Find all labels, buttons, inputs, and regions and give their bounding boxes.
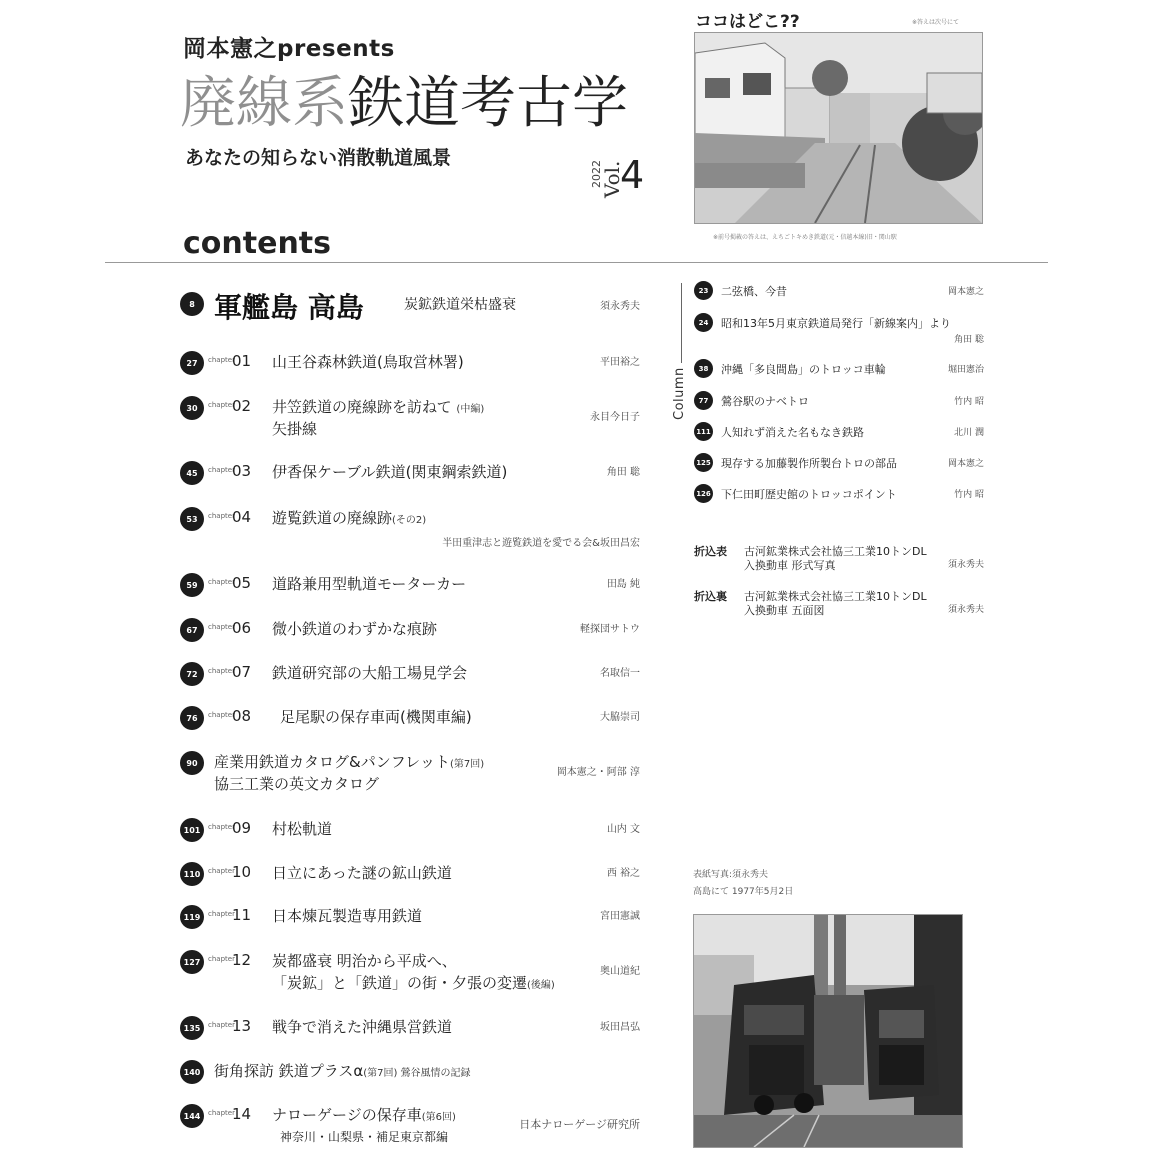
chapter-label: chapter — [208, 466, 235, 474]
chapter-entry-02[interactable] — [180, 396, 640, 440]
chapter-author: 日本ナローゲージ研究所 — [519, 1118, 640, 1131]
column-item[interactable] — [694, 313, 984, 347]
column-author: 竹内 昭 — [954, 490, 984, 500]
vol-number: 4 — [620, 153, 645, 197]
chapter-label: chapter — [208, 623, 235, 631]
featured-entry[interactable] — [180, 291, 640, 324]
chapter-entry-05[interactable] — [180, 573, 640, 597]
chapter-author: 奥山道紀 — [600, 966, 640, 977]
chapter-title: 炭都盛衰 明治から平成へ、 — [272, 952, 457, 970]
page-badge: 38 — [694, 359, 713, 378]
chapter-title-line2 — [272, 972, 555, 993]
chapter-author: 名取信一 — [600, 668, 640, 679]
page-badge: 76 — [180, 706, 204, 730]
insert-author: 須永秀夫 — [947, 560, 984, 570]
page-badge: 53 — [180, 507, 204, 531]
quiz-caption: ※前号掲載の答えは、えちごトキめき鉄道(元・信越本線)旧・関山駅 — [713, 234, 897, 241]
chapter-number: 04 — [232, 508, 252, 526]
chapter-title-line2: 矢掛線 — [272, 420, 318, 438]
chapter-entry-03[interactable] — [180, 461, 640, 485]
magazine-title — [180, 72, 628, 136]
vol-label: Vol. — [600, 160, 624, 198]
chapter-tag: (後編) — [527, 980, 555, 991]
column-author: 北川 潤 — [954, 428, 984, 438]
chapter-label: chapter — [208, 667, 235, 675]
chapter-label: chapter — [208, 578, 235, 586]
chapter-number: 08 — [232, 707, 252, 725]
chapter-title-text: 井笠鉄道の廃線跡を訪ねて — [272, 398, 452, 416]
chapter-title: 日立にあった謎の鉱山鉄道 — [272, 864, 452, 882]
chapter-entry-08[interactable] — [180, 706, 640, 730]
chapter-label: chapter — [208, 512, 235, 520]
cover-date: 高島にて 1977年5月2日 — [693, 887, 794, 897]
chapter-title: 伊香保ケーブル鉄道(関東鋼索鉄道) — [272, 463, 508, 481]
page-badge: 90 — [180, 751, 204, 775]
column-item[interactable] — [694, 422, 984, 442]
chapter-label: chapter — [208, 1021, 235, 1029]
insert-line1: 古河鉱業株式会社協三工業10トンDL — [744, 545, 927, 558]
chapter-entry-04[interactable] — [180, 507, 640, 549]
chapter-number: 11 — [232, 906, 252, 924]
column-item[interactable] — [694, 391, 984, 411]
chapter-title-text: 遊覧鉄道の廃線跡 — [272, 509, 393, 527]
chapter-title: 山王谷森林鉄道(鳥取営林署) — [272, 353, 464, 371]
street-visit-entry[interactable] — [180, 1060, 640, 1084]
chapter-label: chapter — [208, 910, 235, 918]
chapter-entry-09[interactable] — [180, 818, 640, 842]
column-label: Column — [672, 367, 687, 420]
chapter-author: 角田 聡 — [606, 467, 640, 478]
chapter-label: chapter — [208, 823, 235, 831]
chapter-title-text: 産業用鉄道カタログ&パンフレット — [214, 753, 450, 771]
page-badge: 59 — [180, 573, 204, 597]
quiz-title: ココはどこ?? — [695, 12, 800, 32]
page-badge: 119 — [180, 905, 204, 929]
featured-title: 軍艦島 高島 — [214, 291, 364, 324]
page-badge: 72 — [180, 662, 204, 686]
page-badge: 127 — [180, 950, 204, 974]
featured-subtitle: 炭鉱鉄道栄枯盛衰 — [404, 297, 516, 313]
chapter-tag: (その2) — [392, 515, 427, 526]
chapter-author: 半田重津志と遊覧鉄道を愛でる会&坂田昌宏 — [442, 538, 640, 549]
insert-line1: 古河鉱業株式会社協三工業10トンDL — [744, 590, 927, 603]
chapter-number: 03 — [232, 462, 252, 480]
column-author: 岡本憲之 — [947, 287, 984, 297]
chapter-author: 平田裕之 — [600, 357, 640, 368]
chapter-label: chapter — [208, 867, 235, 875]
chapter-entry-12[interactable] — [180, 950, 640, 994]
chapter-title — [214, 751, 484, 772]
chapter-label: chapter — [208, 1109, 235, 1117]
page-badge: 140 — [180, 1060, 204, 1084]
title-light-part: 廃線系 — [180, 71, 348, 136]
chapter-title — [272, 1104, 456, 1125]
page-badge: 126 — [694, 484, 713, 503]
chapter-number: 14 — [232, 1105, 252, 1123]
page-badge: 125 — [694, 453, 713, 472]
column-title: 沖縄「多良間島」のトロッコ車輪 — [721, 363, 886, 376]
column-item[interactable] — [694, 484, 984, 504]
chapter-title: 戦争で消えた沖縄県営鉄道 — [272, 1018, 453, 1036]
page-badge: 111 — [694, 422, 713, 441]
chapter-title: 村松軌道 — [272, 820, 333, 838]
column-title: 昭和13年5月東京鉄道局発行「新線案内」より — [721, 317, 951, 330]
chapter-label: chapter — [208, 955, 235, 963]
cover-photo — [693, 914, 963, 1148]
page-badge: 101 — [180, 818, 204, 842]
issue-year: 2022 — [590, 160, 603, 188]
chapter-title — [272, 507, 426, 528]
column-item[interactable] — [694, 453, 984, 473]
page-badge: 23 — [694, 281, 713, 300]
chapter-number: 09 — [232, 819, 252, 837]
column-item[interactable] — [694, 281, 984, 301]
chapter-title-text: ナローゲージの保存車 — [272, 1106, 422, 1124]
page-badge: 30 — [180, 396, 204, 420]
chapter-entry-11[interactable] — [180, 905, 640, 929]
chapter-tag: (第7回) 鶯谷風情の記録 — [363, 1068, 471, 1079]
chapter-title-line2: 神奈川・山梨県・補足東京都編 — [280, 1130, 449, 1144]
column-title: 鶯谷駅のナベトロ — [721, 395, 809, 408]
chapter-tag: (第6回) — [421, 1112, 456, 1123]
insert-label: 折込裏 — [694, 590, 727, 603]
insert-author: 須永秀夫 — [947, 605, 984, 615]
chapter-title: 日本煉瓦製造専用鉄道 — [272, 907, 423, 925]
chapter-entry-01[interactable] — [180, 351, 640, 375]
chapter-author: 永目今日子 — [590, 412, 640, 423]
column-author: 岡本憲之 — [947, 459, 984, 469]
chapter-entry-14[interactable] — [180, 1104, 640, 1148]
chapter-title-text: 街角探訪 鉄道プラスα — [214, 1062, 364, 1080]
chapter-author: 宮田憲誠 — [600, 911, 640, 922]
chapter-title: 道路兼用型軌道モーターカー — [272, 575, 467, 593]
chapter-author: 田島 純 — [606, 579, 640, 590]
page-badge: 135 — [180, 1016, 204, 1040]
featured-author: 須永秀夫 — [600, 301, 640, 312]
chapter-number: 06 — [232, 619, 252, 637]
page-badge: 45 — [180, 461, 204, 485]
chapter-tag: (第7回) — [449, 759, 485, 770]
chapter-tag: (中編) — [456, 404, 485, 415]
page-badge: 144 — [180, 1104, 204, 1128]
contents-heading: contents — [183, 226, 331, 261]
chapter-number: 07 — [232, 663, 252, 681]
chapter-entry-13[interactable] — [180, 1016, 640, 1040]
chapter-label: chapter — [208, 711, 235, 719]
column-author: 堀田憲治 — [947, 365, 984, 375]
chapter-number: 02 — [232, 397, 252, 415]
header-divider — [105, 262, 1048, 263]
chapter-title: 微小鉄道のわずかな痕跡 — [272, 620, 438, 638]
insert-front[interactable] — [694, 543, 984, 573]
page-badge: 77 — [694, 391, 713, 410]
chapter-author: 岡本憲之・阿部 淳 — [556, 767, 640, 778]
title-dark-part: 鉄道考古学 — [348, 71, 628, 136]
chapter-title — [214, 1060, 471, 1081]
page-badge: 27 — [180, 351, 204, 375]
column-title: 現存する加藤製作所製台トロの部品 — [721, 457, 897, 470]
chapter-title: 鉄道研究部の大船工場見学会 — [272, 664, 468, 682]
chapter-label: chapter — [208, 356, 235, 364]
chapter-title — [272, 396, 484, 417]
chapter-author: 坂田昌弘 — [600, 1022, 640, 1033]
chapter-author: 軽探団サトウ — [580, 624, 640, 635]
page-badge: 8 — [180, 292, 204, 316]
chapter-title-text: 「炭鉱」と「鉄道」の街・夕張の変遷 — [272, 974, 528, 992]
column-title: 下仁田町歴史館のトロッコポイント — [721, 488, 897, 501]
cover-credit: 表紙写真:須永秀夫 — [693, 870, 769, 880]
presenter-line: 岡本憲之presents — [183, 36, 395, 62]
chapter-number: 01 — [232, 352, 252, 370]
quiz-photo — [694, 32, 983, 224]
column-author: 竹内 昭 — [954, 397, 984, 407]
insert-line2: 入換動車 五面図 — [744, 604, 825, 617]
chapter-title: 足尾駅の保存車両(機関車編) — [280, 708, 472, 726]
column-divider — [681, 283, 682, 363]
insert-line2: 入換動車 形式写真 — [744, 559, 836, 572]
page-badge: 24 — [694, 313, 713, 332]
chapter-entry-06[interactable] — [180, 618, 640, 642]
catalog-entry[interactable] — [180, 751, 640, 795]
chapter-number: 05 — [232, 574, 252, 592]
insert-back[interactable] — [694, 588, 984, 618]
page-badge: 110 — [180, 862, 204, 886]
chapter-number: 13 — [232, 1017, 252, 1035]
chapter-author: 大脇崇司 — [600, 712, 640, 723]
chapter-author: 西 裕之 — [606, 868, 640, 879]
column-item[interactable] — [694, 359, 984, 379]
chapter-entry-10[interactable] — [180, 862, 640, 886]
column-title: 人知れず消えた名もなき鉄路 — [721, 426, 864, 439]
chapter-author: 山内 文 — [606, 824, 640, 835]
page-badge: 67 — [180, 618, 204, 642]
quiz-note: ※答えは次号にて — [912, 19, 960, 26]
chapter-number: 10 — [232, 863, 252, 881]
chapter-title-line2: 協三工業の英文カタログ — [214, 775, 380, 793]
magazine-subtitle: あなたの知らない消散軌道風景 — [185, 147, 452, 169]
chapter-number: 12 — [232, 951, 252, 969]
chapter-entry-07[interactable] — [180, 662, 640, 686]
insert-label: 折込表 — [694, 545, 727, 558]
chapter-label: chapter — [208, 401, 235, 409]
column-title: 二弦橋、今昔 — [721, 285, 787, 298]
column-author: 角田 聡 — [954, 335, 984, 345]
